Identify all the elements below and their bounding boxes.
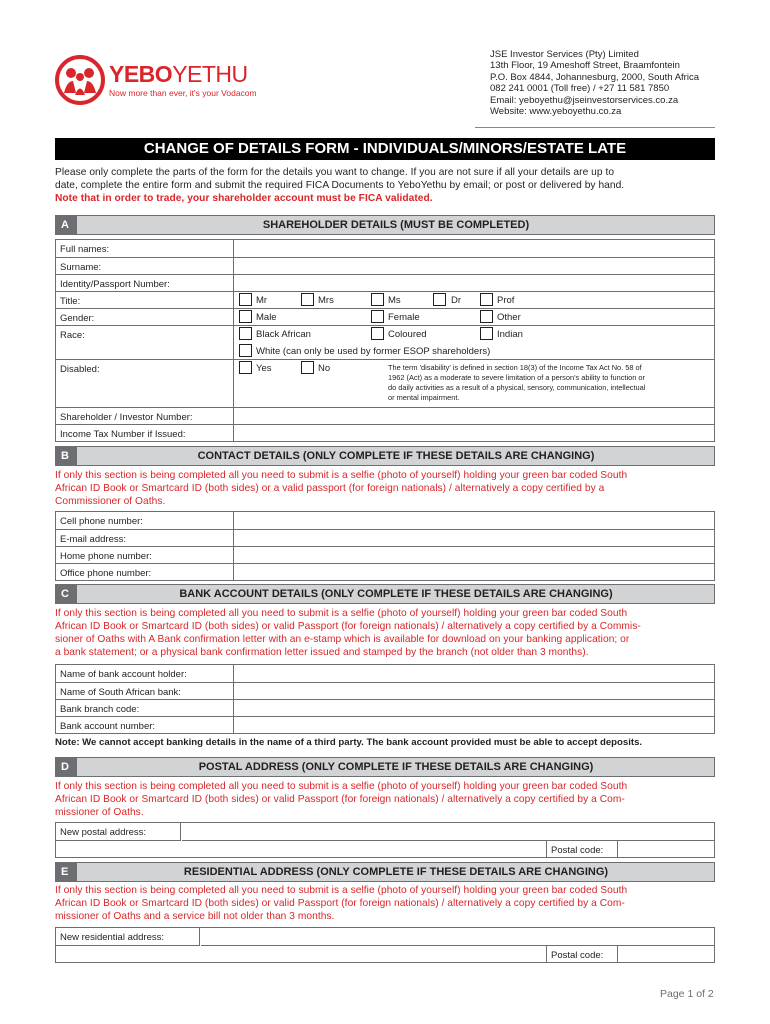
header-divider xyxy=(475,127,715,128)
surname-input[interactable] xyxy=(234,258,714,274)
postal-address-label-cell xyxy=(56,823,181,841)
postal-address-label: New postal address: xyxy=(60,827,147,838)
company-address xyxy=(490,49,699,117)
section-letter: A xyxy=(55,215,77,235)
account-holder-input[interactable] xyxy=(234,665,714,682)
office-phone-label: Office phone number: xyxy=(60,568,152,579)
section-title: CONTACT DETAILS (ONLY COMPLETE IF THESE DETAILS ARE CHANGING) xyxy=(197,450,595,462)
account-number-input[interactable] xyxy=(234,717,714,733)
title-option: Dr xyxy=(451,295,462,306)
race-black-african-checkbox[interactable] xyxy=(239,327,252,340)
title-option: Mrs xyxy=(318,295,334,306)
postal-address-table xyxy=(55,822,715,858)
residential-postal-code-label-cell xyxy=(546,946,618,963)
race-row xyxy=(56,325,714,359)
gender-option: Other xyxy=(497,312,521,323)
logo-text-yebo: YEBO xyxy=(109,61,173,87)
section-b-info xyxy=(55,469,720,508)
gender-label: Gender: xyxy=(60,313,95,324)
title-prof-checkbox[interactable] xyxy=(480,293,493,306)
form-title: CHANGE OF DETAILS FORM - INDIVIDUALS/MINORS/ESTATE LATE xyxy=(55,138,715,160)
title-mrs-checkbox[interactable] xyxy=(301,293,314,306)
home-phone-label: Home phone number: xyxy=(60,551,152,562)
gender-male-checkbox[interactable] xyxy=(239,310,252,323)
section-title: SHAREHOLDER DETAILS (MUST BE COMPLETED) xyxy=(262,219,530,231)
yeboyethu-logo xyxy=(55,55,257,105)
logo-people-icon xyxy=(55,55,107,105)
section-letter: C xyxy=(55,584,77,604)
section-title: RESIDENTIAL ADDRESS (ONLY COMPLETE IF THESE DETAILS ARE CHANGING) xyxy=(183,866,609,878)
race-option: Coloured xyxy=(388,329,427,340)
section-e-info xyxy=(55,884,723,923)
shareholder-number-label: Shareholder / Investor Number: xyxy=(60,412,193,423)
residential-address-label-cell xyxy=(56,928,200,946)
title-option: Prof xyxy=(497,295,515,306)
section-letter: D xyxy=(55,757,77,777)
section-title: BANK ACCOUNT DETAILS (ONLY COMPLETE IF THESE DETAILS ARE CHANGING) xyxy=(179,588,613,600)
disabled-option: No xyxy=(318,363,331,374)
address-line: P.O. Box 4844, Johannesburg, 2000, South Africa xyxy=(490,71,699,83)
residential-address-input[interactable] xyxy=(201,928,714,946)
info-line: missioner of Oaths. xyxy=(55,807,144,818)
race-option: Black African xyxy=(256,329,311,340)
shareholder-details-table xyxy=(55,239,715,442)
section-c-info xyxy=(55,607,723,659)
residential-postal-code-input[interactable] xyxy=(619,946,714,963)
intro-note: Note that in order to trade, your shareholder account must be FICA validated. xyxy=(55,193,433,204)
residential-address-table xyxy=(55,927,715,963)
section-letter: B xyxy=(55,446,77,466)
info-line: If only this section is being completed all you need to submit is a selfie (photo of yourself) holding your green bar coded South xyxy=(55,608,628,619)
section-b-header xyxy=(55,446,715,466)
disability-note-line: The term 'disability' is defined in section 18(3) of the Income Tax Act No. 58 of xyxy=(388,363,642,372)
title-option: Ms xyxy=(388,295,401,306)
address-line: JSE Investor Services (Pty) Limited xyxy=(490,49,639,60)
disability-note-line: or mental impairment. xyxy=(388,393,460,402)
bank-details-table xyxy=(55,664,715,734)
info-line: African ID Book or Smartcard ID (both sides) or a valid passport (for foreign nationals) / alternatively a copy certified by a xyxy=(55,483,605,494)
postal-address-input[interactable] xyxy=(182,823,714,841)
id-number-row xyxy=(56,274,714,291)
residential-address-line2-input[interactable] xyxy=(56,946,546,963)
full-names-row xyxy=(56,240,714,257)
home-phone-input[interactable] xyxy=(234,547,714,563)
postal-code-label: Postal code: xyxy=(551,950,604,961)
title-option: Mr xyxy=(256,295,268,306)
address-line: 13th Floor, 19 Ameshoff Street, Braamfontein xyxy=(490,60,680,72)
postal-code-input[interactable] xyxy=(619,841,714,858)
surname-label: Surname: xyxy=(60,262,102,273)
email-row xyxy=(56,529,714,546)
account-holder-label: Name of bank account holder: xyxy=(60,669,187,680)
logo-tagline: Now more than ever, it's your Vodacom xyxy=(109,88,257,98)
intro-line: date, complete the entire form and submit the required FICA Documents to YeboYethu by email; or post or delivered by hand. xyxy=(55,180,625,191)
info-line: African ID Book or Smartcard ID (both sides) or valid Passport (for foreign nationals) / alternatively a copy certified by a Com- xyxy=(55,794,625,805)
email-input[interactable] xyxy=(234,530,714,546)
disability-definition xyxy=(388,363,645,403)
disability-note-line: 1962 (Act) as a moderate to severe limitation of a person's ability to function or xyxy=(388,373,645,382)
disability-note-line: do daily activities as a result of a physical, sensory, communication, intellectual xyxy=(388,383,646,392)
section-letter: E xyxy=(55,862,77,882)
cell-phone-label: Cell phone number: xyxy=(60,516,143,527)
race-indian-checkbox[interactable] xyxy=(480,327,493,340)
postal-code-label-cell xyxy=(546,841,618,858)
full-names-label: Full names: xyxy=(60,244,110,255)
id-number-label: Identity/Passport Number: xyxy=(60,279,170,290)
gender-option: Female xyxy=(388,312,420,323)
gender-option: Male xyxy=(256,312,277,323)
info-line: African ID Book or Smartcard ID (both sides) or valid Passport (for foreign nationals) / alternatively a copy certified by a Com- xyxy=(55,898,625,909)
branch-code-input[interactable] xyxy=(234,700,714,716)
full-names-input[interactable] xyxy=(234,240,714,257)
gender-female-checkbox[interactable] xyxy=(371,310,384,323)
info-line: a bank statement; or a physical bank confirmation letter issued and stamped by the branch (not older than 3 months). xyxy=(55,647,589,658)
tax-number-row xyxy=(56,424,714,441)
account-number-row xyxy=(56,716,714,733)
disabled-no-checkbox[interactable] xyxy=(301,361,314,374)
cell-phone-row xyxy=(56,512,714,529)
intro-line: Please only complete the parts of the form for the details you want to change. If you are not sure if all your details are up to xyxy=(55,167,615,178)
race-white-checkbox[interactable] xyxy=(239,344,252,357)
title-mr-checkbox[interactable] xyxy=(239,293,252,306)
section-e-header xyxy=(55,862,715,882)
account-number-label: Bank account number: xyxy=(60,721,156,732)
cell-phone-input[interactable] xyxy=(234,512,714,529)
address-line: 082 241 0001 (Toll free) / +27 11 581 7850 xyxy=(490,83,670,95)
branch-code-row xyxy=(56,699,714,716)
info-line: If only this section is being completed all you need to submit is a selfie (photo of yourself) holding your green bar coded South xyxy=(55,885,628,896)
section-c-header xyxy=(55,584,715,604)
race-option: Indian xyxy=(497,329,523,340)
tax-number-input[interactable] xyxy=(234,425,714,441)
logo-text-yethu: YETHU xyxy=(172,61,248,87)
tax-number-label: Income Tax Number if Issued: xyxy=(60,429,186,440)
section-a-header xyxy=(55,215,715,235)
disabled-yes-checkbox[interactable] xyxy=(239,361,252,374)
info-line: Commissioner of Oaths. xyxy=(55,496,166,507)
shareholder-number-input[interactable] xyxy=(234,408,714,424)
address-website: Website: www.yeboyethu.co.za xyxy=(490,106,622,118)
contact-details-table xyxy=(55,511,715,581)
info-line: If only this section is being completed all you need to submit is a selfie (photo of yourself) holding your green bar coded South xyxy=(55,470,628,481)
race-label: Race: xyxy=(60,330,85,341)
email-label: E-mail address: xyxy=(60,534,126,545)
office-phone-input[interactable] xyxy=(234,564,714,580)
gender-row xyxy=(56,308,714,325)
bank-note: Note: We cannot accept banking details in the name of a third party. The bank account provided must be able to accept deposits. xyxy=(55,737,643,748)
postal-address-line2-input[interactable] xyxy=(56,841,546,858)
section-title: POSTAL ADDRESS (ONLY COMPLETE IF THESE DETAILS ARE CHANGING) xyxy=(198,761,594,773)
info-line: If only this section is being completed all you need to submit is a selfie (photo of yourself) holding your green bar coded South xyxy=(55,781,628,792)
bank-name-row xyxy=(56,682,714,699)
info-line: sioner of Oaths with A Bank confirmation letter with an e-stamp which is available for download on your banking application; or xyxy=(55,634,630,645)
address-email: Email: yeboyethu@jseinvestorservices.co.za xyxy=(490,94,679,106)
title-ms-checkbox[interactable] xyxy=(371,293,384,306)
gender-other-checkbox[interactable] xyxy=(480,310,493,323)
race-option-white: White (can only be used by former ESOP shareholders) xyxy=(256,346,491,357)
shareholder-number-row xyxy=(56,407,714,424)
account-holder-row xyxy=(56,665,714,682)
info-line: missioner of Oaths and a service bill not older than 3 months. xyxy=(55,911,335,922)
home-phone-row xyxy=(56,546,714,563)
bank-name-label: Name of South African bank: xyxy=(60,687,181,698)
surname-row xyxy=(56,257,714,274)
title-row xyxy=(56,291,714,308)
id-number-input[interactable] xyxy=(234,275,714,291)
office-phone-row xyxy=(56,563,714,580)
branch-code-label: Bank branch code: xyxy=(60,704,140,715)
page-number: Page 1 of 2 xyxy=(660,988,714,1000)
intro-text xyxy=(55,166,720,205)
title-dr-checkbox[interactable] xyxy=(433,293,446,306)
residential-address-label: New residential address: xyxy=(60,932,165,943)
disabled-row xyxy=(56,359,714,407)
postal-code-label: Postal code: xyxy=(551,845,604,856)
race-coloured-checkbox[interactable] xyxy=(371,327,384,340)
disabled-option: Yes xyxy=(256,363,272,374)
bank-name-input[interactable] xyxy=(234,683,714,699)
info-line: African ID Book or Smartcard ID (both sides) or valid Passport (for foreign nationals) / alternatively a copy certified by a Commis- xyxy=(55,621,641,632)
disabled-label: Disabled: xyxy=(60,364,100,375)
section-d-header xyxy=(55,757,715,777)
section-d-info xyxy=(55,780,723,819)
title-label: Title: xyxy=(60,296,81,307)
